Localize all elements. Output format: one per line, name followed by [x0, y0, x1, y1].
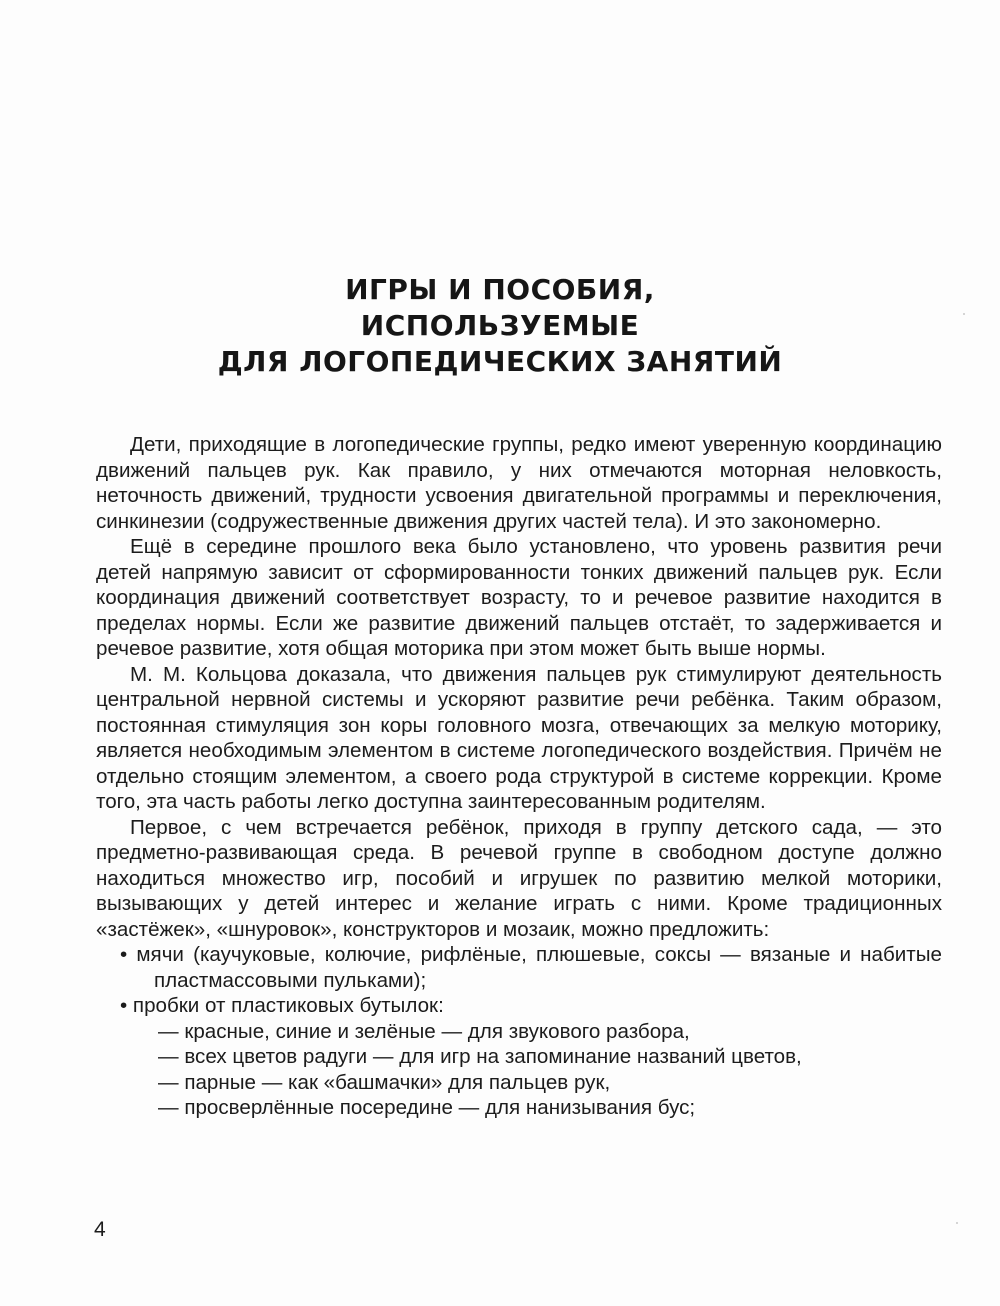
- paragraph-4: Первое, с чем встречается ребёнок, приходя в группу детского сада, — это предметно-развивающая среда. В речевой группе в свободном доступе должно находиться множество игр, пособий и игрушек по развитию мелкой моторики, вызывающих у детей интерес и желание играть с ними. Кроме традиционных «застёжек», «шнуровок», конструкторов и мозаик, можно предложить:: [96, 815, 942, 941]
- title-line-2: ИСПОЛЬЗУЕМЫЕ: [360, 309, 640, 342]
- dash-item: — парные — как «башмачки» для пальцев рук,: [158, 1070, 611, 1094]
- dash-item: — просверлённые посередине — для нанизывания бус;: [158, 1096, 696, 1119]
- dash-list: [96, 1019, 942, 1121]
- page-number: 4: [94, 1218, 106, 1241]
- paragraph-3: М. М. Кольцова доказала, что движения пальцев рук стимулируют деятельность центральной нервной системы и ускоряют развитие речи ребёнка. Таким образом, постоянная стимуляция зон коры головного мозга, отвечающих за мелкую моторику, является необходимым элементом в системе логопедического воздействия. Причём не отдельно стоящим элементом, а своего рода структурой в системе коррекции. Кроме того, эта часть работы легко доступна заинтересованным родителям.: [96, 662, 942, 813]
- scan-speck: [956, 1222, 958, 1224]
- body-text: [96, 432, 942, 1121]
- scan-speck: [963, 313, 965, 315]
- bullet-item-balls: • мячи (каучуковые, колючие, рифлёные, плюшевые, соксы — вязаные и набитые пластмассовыми пульками);: [120, 943, 942, 992]
- paragraph-2: Ещё в середине прошлого века было установлено, что уровень развития речи детей напрямую зависит от сформированности тонких движений пальцев рук. Если координация движений соответствует возрасту, то и речевое развитие находится в пределах нормы. Если же развитие движений пальцев отстаёт, то задерживается и речевое развитие, хотя общая моторика при этом может быть выше нормы.: [96, 535, 942, 660]
- bullet-item-bottle-caps: • пробки от пластиковых бутылок:: [120, 994, 444, 1017]
- dash-item: — всех цветов радуги — для игр на запоминание названий цветов,: [158, 1045, 802, 1068]
- paragraph-1: Дети, приходящие в логопедические группы, редко имеют уверенную координацию движений пальцев рук. Как правило, у них отмечаются моторная неловкость, неточность движений, трудности усвоения двигательной программы и переключения, синкинезии (содружественные движения других частей тела). И это закономерно.: [96, 433, 942, 533]
- title-line-3: ДЛЯ ЛОГОПЕДИЧЕСКИХ ЗАНЯТИЙ: [217, 345, 783, 378]
- dash-item: — красные, синие и зелёные — для звукового разбора,: [158, 1019, 690, 1043]
- section-title: [0, 272, 1000, 380]
- title-line-1: ИГРЫ И ПОСОБИЯ,: [345, 273, 655, 306]
